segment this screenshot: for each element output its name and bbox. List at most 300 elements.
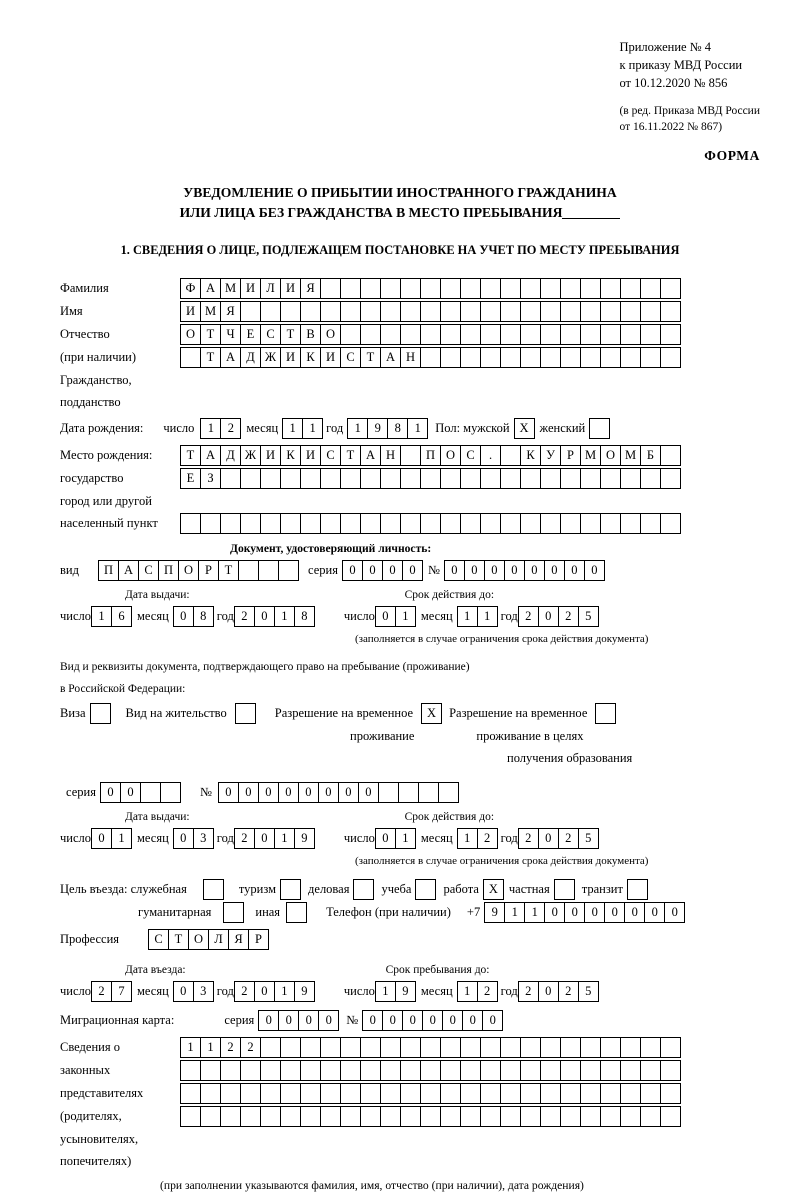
char-box[interactable]	[500, 278, 521, 299]
char-box[interactable]: 5	[578, 828, 599, 849]
char-box[interactable]	[140, 782, 161, 803]
char-box[interactable]	[640, 324, 661, 345]
char-box[interactable]: Т	[218, 560, 239, 581]
char-box[interactable]	[500, 1106, 521, 1127]
char-box[interactable]: М	[620, 445, 641, 466]
char-box[interactable]	[560, 347, 581, 368]
char-box[interactable]: 1	[477, 606, 498, 627]
char-box[interactable]	[580, 1083, 601, 1104]
char-box[interactable]	[260, 1060, 281, 1081]
char-box[interactable]	[580, 468, 601, 489]
doc-series-input[interactable]	[342, 560, 422, 581]
char-box[interactable]: Ч	[220, 324, 241, 345]
char-box[interactable]: И	[240, 278, 261, 299]
char-box[interactable]	[600, 1106, 621, 1127]
char-box[interactable]: 0	[484, 560, 505, 581]
char-box[interactable]	[480, 278, 501, 299]
char-box[interactable]	[580, 324, 601, 345]
purpose-business-checkbox[interactable]	[353, 879, 373, 900]
char-box[interactable]: З	[200, 468, 221, 489]
char-box[interactable]	[380, 1083, 401, 1104]
char-box[interactable]	[400, 1037, 421, 1058]
char-box[interactable]: 0	[544, 560, 565, 581]
char-box[interactable]	[660, 1060, 681, 1081]
char-box[interactable]	[480, 347, 501, 368]
char-box[interactable]	[440, 324, 461, 345]
birth-day-input[interactable]	[200, 418, 240, 439]
char-box[interactable]: 2	[558, 606, 579, 627]
char-box[interactable]: 1	[347, 418, 368, 439]
char-box[interactable]	[200, 513, 221, 534]
char-box[interactable]	[400, 1083, 421, 1104]
char-box[interactable]	[560, 468, 581, 489]
char-box[interactable]	[660, 513, 681, 534]
char-box[interactable]: 0	[604, 902, 625, 923]
char-box[interactable]	[520, 347, 541, 368]
char-box[interactable]: 0	[100, 782, 121, 803]
char-box[interactable]: 8	[387, 418, 408, 439]
char-box[interactable]	[220, 1060, 241, 1081]
char-box[interactable]	[500, 468, 521, 489]
char-box[interactable]	[380, 278, 401, 299]
legal-input-line2[interactable]	[180, 1060, 680, 1081]
phone-input[interactable]	[484, 902, 684, 923]
char-box[interactable]: 0	[375, 828, 396, 849]
char-box[interactable]	[240, 468, 261, 489]
permit-issue-year-input[interactable]	[234, 828, 314, 849]
char-box[interactable]	[90, 703, 111, 724]
char-box[interactable]	[400, 278, 421, 299]
char-box[interactable]	[480, 301, 501, 322]
char-box[interactable]	[420, 468, 441, 489]
char-box[interactable]	[600, 1083, 621, 1104]
char-box[interactable]: 3	[193, 981, 214, 1002]
char-box[interactable]: 3	[193, 828, 214, 849]
char-box[interactable]: 1	[91, 606, 112, 627]
permit-number-input[interactable]	[218, 782, 458, 803]
char-box[interactable]	[400, 1106, 421, 1127]
char-box[interactable]: Л	[260, 278, 281, 299]
char-box[interactable]	[560, 1060, 581, 1081]
char-box[interactable]: 2	[234, 828, 255, 849]
char-box[interactable]: 0	[504, 560, 525, 581]
char-box[interactable]: 0	[442, 1010, 463, 1031]
char-box[interactable]	[600, 347, 621, 368]
char-box[interactable]	[200, 1060, 221, 1081]
char-box[interactable]	[520, 513, 541, 534]
char-box[interactable]	[398, 782, 419, 803]
char-box[interactable]	[320, 1037, 341, 1058]
char-box[interactable]	[380, 1106, 401, 1127]
doc-issue-day-input[interactable]	[91, 606, 131, 627]
char-box[interactable]: 2	[220, 1037, 241, 1058]
char-box[interactable]: О	[178, 560, 199, 581]
char-box[interactable]	[640, 1106, 661, 1127]
char-box[interactable]	[620, 1083, 641, 1104]
char-box[interactable]	[280, 1083, 301, 1104]
purpose-study-checkbox[interactable]	[415, 879, 435, 900]
char-box[interactable]	[640, 278, 661, 299]
char-box[interactable]	[520, 1083, 541, 1104]
char-box[interactable]	[460, 301, 481, 322]
char-box[interactable]	[620, 347, 641, 368]
char-box[interactable]: 0	[254, 981, 275, 1002]
char-box[interactable]: К	[520, 445, 541, 466]
char-box[interactable]	[380, 324, 401, 345]
char-box[interactable]	[280, 513, 301, 534]
char-box[interactable]	[440, 468, 461, 489]
char-box[interactable]	[280, 1106, 301, 1127]
char-box[interactable]: 0	[173, 606, 194, 627]
char-box[interactable]	[180, 1083, 201, 1104]
char-box[interactable]: 2	[558, 981, 579, 1002]
char-box[interactable]	[300, 513, 321, 534]
char-box[interactable]: 0	[338, 782, 359, 803]
char-box[interactable]: Д	[240, 347, 261, 368]
char-box[interactable]: 0	[362, 1010, 383, 1031]
purpose-work-checkbox[interactable]	[483, 879, 503, 900]
char-box[interactable]: 1	[111, 828, 132, 849]
char-box[interactable]: 0	[375, 606, 396, 627]
char-box[interactable]: 0	[218, 782, 239, 803]
temp-permit-checkbox[interactable]	[421, 703, 441, 724]
char-box[interactable]	[540, 513, 561, 534]
char-box[interactable]	[320, 1083, 341, 1104]
char-box[interactable]	[540, 468, 561, 489]
char-box[interactable]	[660, 324, 681, 345]
char-box[interactable]: Р	[560, 445, 581, 466]
char-box[interactable]: Ж	[260, 347, 281, 368]
char-box[interactable]	[260, 301, 281, 322]
char-box[interactable]	[620, 324, 641, 345]
char-box[interactable]	[360, 324, 381, 345]
char-box[interactable]: Ф	[180, 278, 201, 299]
char-box[interactable]: 0	[254, 606, 275, 627]
char-box[interactable]	[220, 1083, 241, 1104]
char-box[interactable]: X	[483, 879, 504, 900]
char-box[interactable]	[400, 1060, 421, 1081]
char-box[interactable]: 0	[278, 782, 299, 803]
char-box[interactable]: 2	[234, 606, 255, 627]
sex-male-checkbox[interactable]	[514, 418, 534, 439]
char-box[interactable]: 1	[524, 902, 545, 923]
char-box[interactable]	[420, 347, 441, 368]
char-box[interactable]	[640, 468, 661, 489]
doc-number-input[interactable]	[444, 560, 604, 581]
char-box[interactable]: 0	[402, 1010, 423, 1031]
char-box[interactable]: 8	[294, 606, 315, 627]
char-box[interactable]	[440, 1060, 461, 1081]
char-box[interactable]	[560, 1037, 581, 1058]
char-box[interactable]: П	[98, 560, 119, 581]
char-box[interactable]: 0	[422, 1010, 443, 1031]
char-box[interactable]: А	[360, 445, 381, 466]
char-box[interactable]	[500, 513, 521, 534]
char-box[interactable]	[560, 1106, 581, 1127]
char-box[interactable]	[460, 513, 481, 534]
char-box[interactable]: О	[188, 929, 209, 950]
char-box[interactable]: 1	[200, 418, 221, 439]
char-box[interactable]	[320, 278, 341, 299]
permit-valid-year-input[interactable]	[518, 828, 598, 849]
entry-day-input[interactable]	[91, 981, 131, 1002]
char-box[interactable]: М	[200, 301, 221, 322]
stay-day-input[interactable]	[375, 981, 415, 1002]
char-box[interactable]: С	[148, 929, 169, 950]
char-box[interactable]: 7	[111, 981, 132, 1002]
purpose-transit-checkbox[interactable]	[627, 879, 647, 900]
char-box[interactable]	[660, 347, 681, 368]
char-box[interactable]: 1	[395, 606, 416, 627]
char-box[interactable]: Т	[360, 347, 381, 368]
char-box[interactable]	[360, 278, 381, 299]
char-box[interactable]: В	[300, 324, 321, 345]
char-box[interactable]	[600, 513, 621, 534]
char-box[interactable]	[280, 879, 301, 900]
char-box[interactable]: 8	[193, 606, 214, 627]
char-box[interactable]	[340, 1083, 361, 1104]
char-box[interactable]	[180, 1106, 201, 1127]
char-box[interactable]: Т	[200, 324, 221, 345]
char-box[interactable]: Р	[248, 929, 269, 950]
char-box[interactable]: 6	[111, 606, 132, 627]
char-box[interactable]: 9	[294, 828, 315, 849]
char-box[interactable]	[480, 468, 501, 489]
char-box[interactable]	[240, 513, 261, 534]
char-box[interactable]	[520, 301, 541, 322]
char-box[interactable]	[520, 278, 541, 299]
char-box[interactable]: 0	[91, 828, 112, 849]
legal-input-line3[interactable]	[180, 1083, 680, 1104]
char-box[interactable]: П	[420, 445, 441, 466]
char-box[interactable]: 0	[362, 560, 383, 581]
char-box[interactable]: П	[158, 560, 179, 581]
char-box[interactable]	[540, 1106, 561, 1127]
char-box[interactable]	[340, 513, 361, 534]
char-box[interactable]	[560, 324, 581, 345]
birth-month-input[interactable]	[282, 418, 322, 439]
char-box[interactable]: 0	[402, 560, 423, 581]
char-box[interactable]: 9	[395, 981, 416, 1002]
char-box[interactable]	[600, 278, 621, 299]
mig-number-input[interactable]	[362, 1010, 502, 1031]
char-box[interactable]: Я	[300, 278, 321, 299]
char-box[interactable]	[260, 1037, 281, 1058]
birth-city-input-line2[interactable]	[180, 468, 680, 489]
char-box[interactable]	[360, 301, 381, 322]
char-box[interactable]: Т	[168, 929, 189, 950]
char-box[interactable]	[378, 782, 399, 803]
char-box[interactable]	[554, 879, 575, 900]
char-box[interactable]	[260, 1083, 281, 1104]
char-box[interactable]	[420, 1037, 441, 1058]
name-input[interactable]	[180, 301, 680, 322]
char-box[interactable]	[220, 513, 241, 534]
char-box[interactable]	[220, 468, 241, 489]
char-box[interactable]: 0	[298, 1010, 319, 1031]
char-box[interactable]: И	[280, 278, 301, 299]
char-box[interactable]	[640, 513, 661, 534]
birth-state-input[interactable]	[180, 445, 680, 466]
char-box[interactable]: И	[320, 347, 341, 368]
char-box[interactable]: М	[220, 278, 241, 299]
char-box[interactable]	[480, 1083, 501, 1104]
char-box[interactable]	[480, 513, 501, 534]
char-box[interactable]: И	[260, 445, 281, 466]
char-box[interactable]: 0	[258, 782, 279, 803]
char-box[interactable]: 9	[367, 418, 388, 439]
char-box[interactable]	[223, 902, 244, 923]
char-box[interactable]: 1	[274, 981, 295, 1002]
char-box[interactable]	[540, 347, 561, 368]
purpose-tourism-checkbox[interactable]	[280, 879, 300, 900]
char-box[interactable]: М	[580, 445, 601, 466]
char-box[interactable]	[420, 278, 441, 299]
purpose-official-checkbox[interactable]	[203, 879, 223, 900]
surname-input[interactable]	[180, 278, 680, 299]
char-box[interactable]: 0	[173, 828, 194, 849]
char-box[interactable]: 0	[584, 902, 605, 923]
char-box[interactable]: 0	[482, 1010, 503, 1031]
char-box[interactable]	[320, 1060, 341, 1081]
char-box[interactable]: 2	[477, 981, 498, 1002]
purpose-humanitarian-checkbox[interactable]	[223, 902, 243, 923]
char-box[interactable]	[260, 513, 281, 534]
char-box[interactable]	[500, 1037, 521, 1058]
mig-series-input[interactable]	[258, 1010, 338, 1031]
char-box[interactable]: 0	[524, 560, 545, 581]
char-box[interactable]: К	[300, 347, 321, 368]
char-box[interactable]	[440, 1037, 461, 1058]
char-box[interactable]: А	[380, 347, 401, 368]
char-box[interactable]	[400, 301, 421, 322]
char-box[interactable]	[160, 782, 181, 803]
char-box[interactable]	[520, 1106, 541, 1127]
char-box[interactable]: 9	[294, 981, 315, 1002]
char-box[interactable]: 0	[564, 560, 585, 581]
char-box[interactable]: 0	[358, 782, 379, 803]
char-box[interactable]: 2	[477, 828, 498, 849]
char-box[interactable]: 2	[518, 606, 539, 627]
char-box[interactable]: Н	[400, 347, 421, 368]
char-box[interactable]	[600, 468, 621, 489]
char-box[interactable]: О	[440, 445, 461, 466]
char-box[interactable]	[440, 301, 461, 322]
char-box[interactable]: 0	[254, 828, 275, 849]
char-box[interactable]	[660, 445, 681, 466]
char-box[interactable]: 0	[173, 981, 194, 1002]
char-box[interactable]	[420, 1083, 441, 1104]
char-box[interactable]	[540, 1083, 561, 1104]
char-box[interactable]	[580, 513, 601, 534]
char-box[interactable]: 1	[274, 606, 295, 627]
char-box[interactable]: 0	[624, 902, 645, 923]
char-box[interactable]: К	[280, 445, 301, 466]
char-box[interactable]	[600, 1037, 621, 1058]
char-box[interactable]: Л	[208, 929, 229, 950]
char-box[interactable]	[420, 1106, 441, 1127]
residence-permit-checkbox[interactable]	[235, 703, 255, 724]
char-box[interactable]	[360, 1060, 381, 1081]
char-box[interactable]: 0	[644, 902, 665, 923]
char-box[interactable]: 2	[91, 981, 112, 1002]
char-box[interactable]: 0	[258, 1010, 279, 1031]
char-box[interactable]: 0	[584, 560, 605, 581]
char-box[interactable]: Т	[180, 445, 201, 466]
char-box[interactable]	[640, 301, 661, 322]
char-box[interactable]	[240, 1106, 261, 1127]
char-box[interactable]: 0	[318, 782, 339, 803]
char-box[interactable]: С	[340, 347, 361, 368]
char-box[interactable]	[320, 513, 341, 534]
char-box[interactable]	[220, 1106, 241, 1127]
char-box[interactable]	[640, 1037, 661, 1058]
patronymic-input[interactable]	[180, 324, 680, 345]
char-box[interactable]	[380, 1060, 401, 1081]
char-box[interactable]	[580, 347, 601, 368]
char-box[interactable]	[500, 347, 521, 368]
profession-input[interactable]	[148, 929, 268, 950]
char-box[interactable]	[400, 445, 421, 466]
char-box[interactable]	[460, 278, 481, 299]
char-box[interactable]	[540, 278, 561, 299]
char-box[interactable]	[580, 1106, 601, 1127]
entry-year-input[interactable]	[234, 981, 314, 1002]
char-box[interactable]	[640, 1060, 661, 1081]
entry-month-input[interactable]	[173, 981, 213, 1002]
char-box[interactable]: 1	[395, 828, 416, 849]
char-box[interactable]	[340, 1037, 361, 1058]
char-box[interactable]	[420, 301, 441, 322]
char-box[interactable]	[180, 1060, 201, 1081]
char-box[interactable]: С	[260, 324, 281, 345]
char-box[interactable]: 2	[240, 1037, 261, 1058]
char-box[interactable]	[340, 301, 361, 322]
char-box[interactable]: 9	[484, 902, 505, 923]
char-box[interactable]: 0	[382, 1010, 403, 1031]
char-box[interactable]	[589, 418, 610, 439]
char-box[interactable]	[500, 324, 521, 345]
char-box[interactable]: Я	[220, 301, 241, 322]
char-box[interactable]	[360, 1083, 381, 1104]
char-box[interactable]	[280, 468, 301, 489]
char-box[interactable]	[580, 1060, 601, 1081]
char-box[interactable]	[520, 1037, 541, 1058]
char-box[interactable]: 0	[278, 1010, 299, 1031]
char-box[interactable]: 2	[518, 981, 539, 1002]
char-box[interactable]: И	[280, 347, 301, 368]
char-box[interactable]	[640, 347, 661, 368]
char-box[interactable]	[660, 301, 681, 322]
char-box[interactable]	[280, 1060, 301, 1081]
doc-issue-year-input[interactable]	[234, 606, 314, 627]
char-box[interactable]	[620, 1106, 641, 1127]
char-box[interactable]	[280, 1037, 301, 1058]
doc-valid-year-input[interactable]	[518, 606, 598, 627]
doc-kind-input[interactable]	[98, 560, 298, 581]
char-box[interactable]	[300, 1083, 321, 1104]
birth-year-input[interactable]	[347, 418, 427, 439]
char-box[interactable]: А	[200, 445, 221, 466]
char-box[interactable]	[560, 278, 581, 299]
char-box[interactable]	[360, 1037, 381, 1058]
legal-input-line4[interactable]	[180, 1106, 680, 1127]
char-box[interactable]: X	[514, 418, 535, 439]
char-box[interactable]	[500, 1083, 521, 1104]
char-box[interactable]	[620, 301, 641, 322]
char-box[interactable]	[460, 1083, 481, 1104]
char-box[interactable]	[660, 278, 681, 299]
